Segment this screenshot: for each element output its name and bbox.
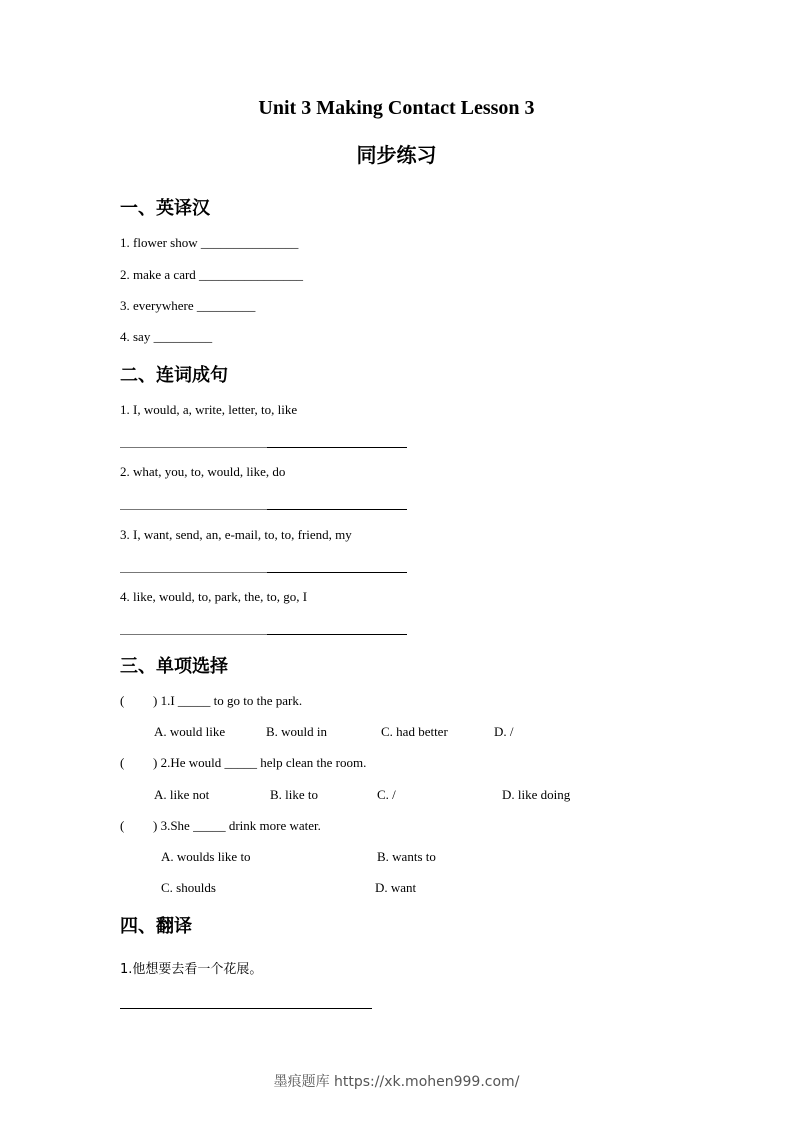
q1-option-c: C. had better (381, 724, 448, 739)
sentence-item-4: 4. like, would, to, park, the, to, go, I (120, 589, 308, 604)
q2-option-c: C. / (377, 787, 396, 802)
answer-line-4[interactable] (120, 634, 407, 635)
q3-option-a: A. woulds like to (161, 849, 251, 864)
section-heading-english-to-chinese: 一、英译汉 (120, 198, 210, 219)
section-heading-translation: 四、翻译 (120, 916, 192, 937)
answer-line-2[interactable] (120, 509, 407, 510)
answer-blank[interactable]: _________ (153, 329, 213, 344)
vocab-item-text: 2. make a card (120, 267, 196, 282)
vocab-item-text: 1. flower show (120, 235, 198, 250)
question-3-text: ) 3.She _____ drink more water. (153, 818, 321, 833)
question-2-text: ) 2.He would _____ help clean the room. (153, 755, 367, 770)
answer-blank[interactable]: ________________ (199, 267, 304, 282)
sentence-item-1: 1. I, would, a, write, letter, to, like (120, 402, 298, 417)
answer-blank[interactable]: _________ (196, 298, 256, 313)
q3-option-c: C. shoulds (161, 880, 216, 895)
q1-option-d: D. / (494, 724, 514, 739)
document-subtitle: 同步练习 (356, 143, 437, 167)
answer-line-1[interactable] (120, 447, 407, 448)
section-heading-multiple-choice: 三、单项选择 (120, 656, 228, 677)
q1-option-b: B. would in (266, 724, 328, 739)
answer-paren[interactable]: ( (120, 693, 125, 708)
answer-line-3[interactable] (120, 572, 407, 573)
vocab-item-text: 3. everywhere (120, 298, 194, 313)
sentence-item-2: 2. what, you, to, would, like, do (120, 464, 286, 479)
vocab-item-text: 4. say (120, 329, 151, 344)
footer-watermark: 墨痕题库 https://xk.mohen999.com/ (273, 1074, 520, 1090)
translation-item-1: 1.他想要去看一个花展。 (120, 962, 263, 977)
sentence-item-3: 3. I, want, send, an, e-mail, to, to, friend, my (120, 527, 352, 542)
answer-paren[interactable]: ( (120, 818, 125, 833)
q3-option-d: D. want (375, 880, 417, 895)
translation-answer-line[interactable] (120, 1008, 372, 1009)
q3-option-b: B. wants to (377, 849, 436, 864)
question-1-text: ) 1.I _____ to go to the park. (153, 693, 303, 708)
q1-option-a: A. would like (154, 724, 226, 739)
q2-option-d: D. like doing (502, 787, 571, 802)
vocab-item-1 (120, 235, 298, 251)
vocab-item-2 (120, 267, 303, 283)
section-heading-sentence-building: 二、连词成句 (120, 365, 228, 386)
vocab-item-4 (120, 329, 212, 345)
q2-option-b: B. like to (270, 787, 319, 802)
document-title: Unit 3 Making Contact Lesson 3 (258, 97, 535, 119)
q2-option-a: A. like not (154, 787, 210, 802)
vocab-item-3 (120, 298, 255, 314)
answer-paren[interactable]: ( (120, 755, 125, 770)
answer-blank[interactable]: _______________ (200, 235, 299, 250)
